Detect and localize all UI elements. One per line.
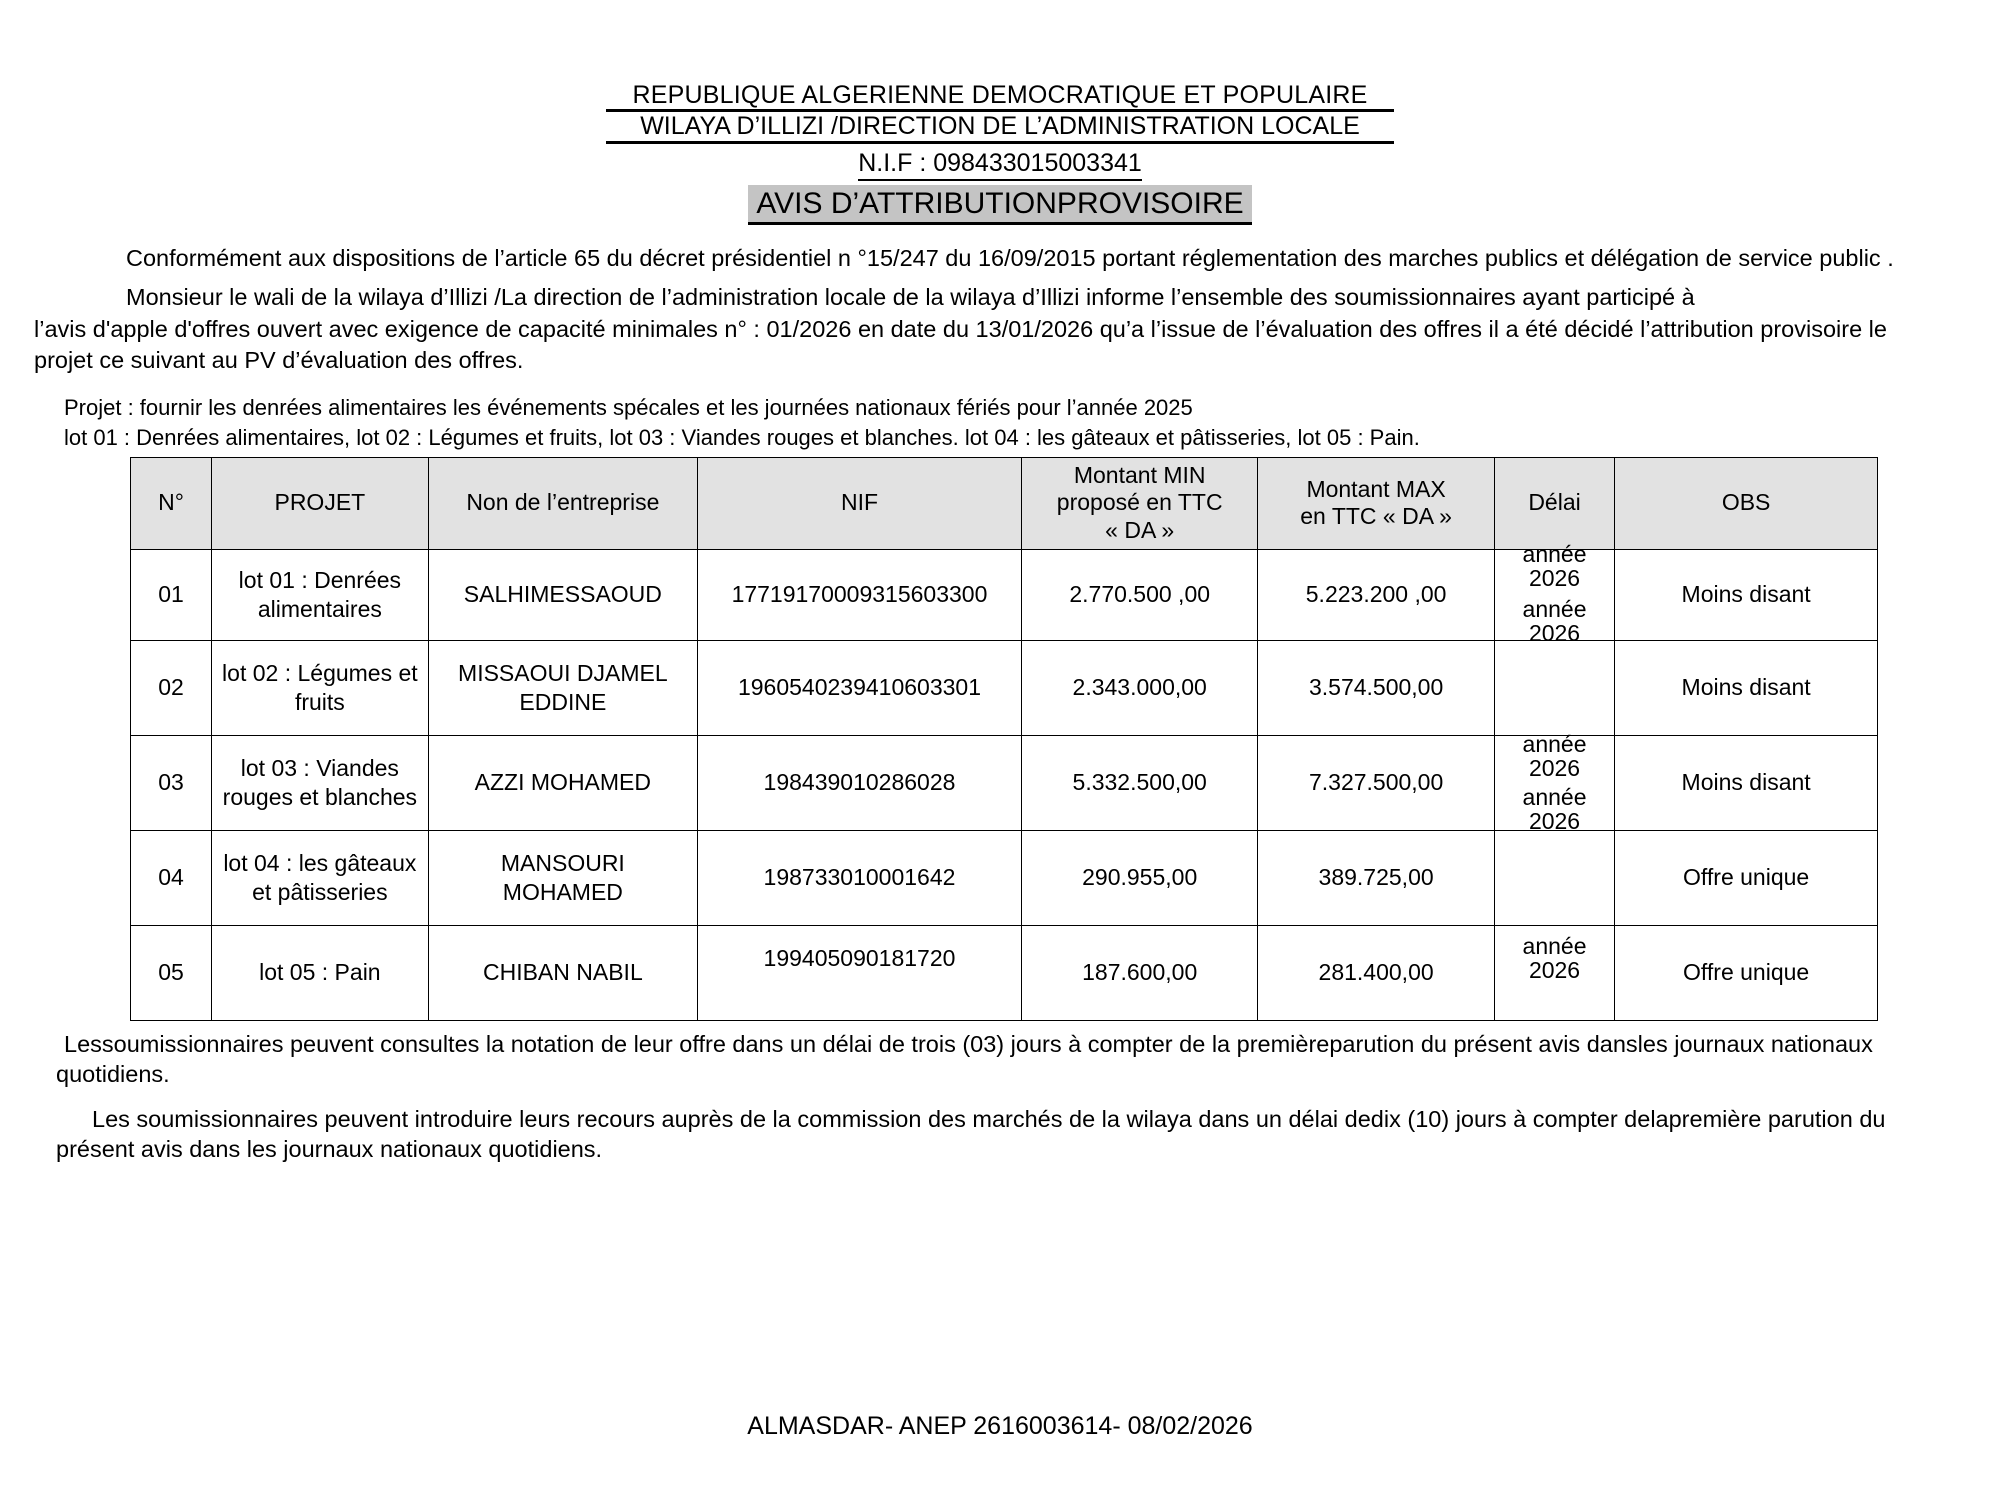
cell-montant-min: 2.770.500 ,00 [1021,549,1257,640]
cell-montant-min: 187.600,00 [1021,925,1257,1020]
cell-entreprise: CHIBAN NABIL [428,925,697,1020]
footer-paragraph-2 [56,1104,1936,1165]
cell-montant-max: 389.725,00 [1258,830,1494,925]
cell-delai-line2: 2026 [1528,808,1581,835]
cell-projet [212,549,429,640]
column-header-projet: PROJET [212,457,429,549]
cell-montant-max: 5.223.200 ,00 [1258,549,1494,640]
cell-delai [1494,783,1614,925]
cell-no: 04 [131,830,212,925]
document-page [0,82,2000,1496]
cell-delai-line1: année [1522,730,1587,757]
cell-entreprise-line1: AZZI MOHAMED [474,769,652,796]
attribution-table [130,457,1878,1021]
cell-nif-text: 199405090181720 [763,945,956,972]
column-header-montant-min-line1: Montant MIN [1073,461,1206,488]
table-row [131,549,1878,640]
cell-projet [212,830,429,925]
cell-montant-min: 290.955,00 [1021,830,1257,925]
cell-entreprise-line1: MANSOURI [500,849,625,876]
column-header-montant-max-line2: en TTC « DA » [1300,503,1452,530]
column-header-delai: Délai [1494,457,1614,549]
table-row [131,640,1878,735]
table-header-row [131,457,1878,549]
cell-delai-line1: année [1522,540,1587,567]
column-header-nif: NIF [697,457,1021,549]
cell-delai-line2: 2026 [1528,565,1581,592]
cell-delai-line2: 2026 [1528,755,1581,782]
table-row [131,830,1878,925]
anep-reference [0,1412,2000,1441]
cell-nif [697,925,1021,1020]
footer-paragraph-1 [56,1029,1936,1090]
page-title: AVIS D’ATTRIBUTIONPROVISOIRE [748,185,1251,225]
header-line-wilaya [0,109,2000,143]
cell-projet-line1: lot 04 : les gâteaux [223,849,417,876]
cell-entreprise [428,640,697,735]
footer-paragraph-2-text: Les soumissionnaires peuvent introduire leurs recours auprès de la commission des marchés de la wilaya dans un délai dedix (10) jours à compter delapremière parution du présent avis dans les journaux nationaux quotidiens. [56,1105,1886,1163]
cell-montant-min: 5.332.500,00 [1021,735,1257,830]
column-header-entreprise: Non de l’entreprise [428,457,697,549]
intro-paragraph-2-continued [34,314,1936,377]
column-header-montant-max-line1: Montant MAX [1306,475,1446,502]
anep-reference-text: ALMASDAR- ANEP 2616003614- 08/02/2026 [747,1412,1253,1440]
intro-paragraph-1-text: Conformément aux dispositions de l’article 65 du décret présidentiel n °15/247 du 16/09/2015 portant réglementation des marches publics et délégation de service public . [126,244,1894,271]
table-header [131,457,1878,549]
cell-projet-line2: et pâtisseries [252,878,388,905]
header-line-republic [0,82,2000,108]
cell-delai-line1: année [1522,932,1587,959]
table-row [131,925,1878,1020]
header-line-nif [0,144,2000,181]
cell-entreprise-line1: SALHIMESSAOUD [463,581,662,608]
column-header-montant-min [1021,457,1257,549]
intro-paragraph-2 [64,282,1936,313]
cell-nif: 198733010001642 [697,830,1021,925]
lots-list-line [64,423,1936,453]
cell-entreprise-line1: MISSAOUI DJAMEL [458,659,668,686]
cell-no: 03 [131,735,212,830]
cell-entreprise-line2: EDDINE [519,688,607,715]
column-header-montant-min-line2: proposé en TTC [1056,489,1223,516]
attribution-table-wrapper [130,457,1878,1021]
cell-nif: 17719170009315603300 [697,549,1021,640]
cell-no: 01 [131,549,212,640]
table-row [131,735,1878,830]
cell-montant-min: 2.343.000,00 [1021,640,1257,735]
cell-delai-line1: année [1522,783,1587,810]
lots-list-text: lot 01 : Denrées alimentaires, lot 02 : Légumes et fruits, lot 03 : Viandes rouges et blanches. lot 04 : les gâteaux et pâtisseries, lot 05 : Pain. [64,425,1420,451]
cell-projet-line1: lot 03 : Viandes [240,754,399,781]
cell-montant-max: 3.574.500,00 [1258,640,1494,735]
cell-obs: Moins disant [1615,549,1878,640]
page-title-wrap [0,185,2000,225]
project-description-line [64,393,1936,423]
header-republic-text: REPUBLIQUE ALGERIENNE DEMOCRATIQUE ET POPULAIRE [632,81,1368,109]
cell-projet-line1: lot 02 : Légumes et [222,659,418,686]
cell-projet: lot 05 : Pain [212,925,429,1020]
cell-montant-max: 281.400,00 [1258,925,1494,1020]
column-header-montant-min-line3: « DA » [1105,517,1175,544]
cell-no: 02 [131,640,212,735]
document-header [0,82,2000,225]
cell-delai-line1: année [1522,595,1587,622]
cell-projet [212,735,429,830]
cell-delai [1494,595,1614,735]
cell-obs: Moins disant [1615,640,1878,735]
cell-delai-line2: 2026 [1528,620,1581,647]
cell-entreprise [428,735,697,830]
header-wilaya-text: WILAYA D’ILLIZI /DIRECTION DE L’ADMINISTRATION LOCALE [606,109,1394,143]
cell-entreprise [428,549,697,640]
cell-projet-line2: fruits [294,688,345,715]
column-header-montant-max [1258,457,1494,549]
cell-projet-line2: alimentaires [257,595,382,622]
cell-delai [1494,925,1614,1020]
cell-nif: 1960540239410603301 [697,640,1021,735]
project-description-text: Projet : fournir les denrées alimentaires les événements spécales et les journées nationaux fériés pour l’année 2025 [64,394,1193,420]
cell-obs: Moins disant [1615,735,1878,830]
intro-paragraph-2-text: Monsieur le wali de la wilaya d’Illizi /La direction de l’administration locale de la wilaya d’Illizi informe l’ensemble des soumissionnaires ayant participé à [126,283,1695,310]
cell-no: 05 [131,925,212,1020]
cell-entreprise-line2: MOHAMED [502,878,623,905]
column-header-obs: OBS [1615,457,1878,549]
intro-paragraph-2-continued-text: l’avis d'apple d'offres ouvert avec exigence de capacité minimales n° : 01/2026 en date du 13/01/2026 qu’a l’issue de l’évaluation des offres il a été décidé l’attribution provisoire le projet ce suivant au PV d’évaluation des offres. [34,316,1887,374]
table-body [131,540,1878,1020]
cell-projet [212,640,429,735]
column-header-no: N° [131,457,212,549]
cell-delai-line2: 2026 [1528,957,1581,984]
intro-paragraph-1 [64,243,1936,274]
cell-projet-line1: lot 01 : Denrées [238,566,402,593]
cell-entreprise [428,830,697,925]
header-nif-text: N.I.F : 098433015003341 [858,148,1142,181]
cell-obs: Offre unique [1615,925,1878,1020]
cell-obs: Offre unique [1615,830,1878,925]
cell-projet-line2: rouges et blanches [222,783,418,810]
footer-paragraph-1-text: Lessoumissionnaires peuvent consultes la notation de leur offre dans un délai de trois (03) jours à compter de la premièreparution du présent avis dansles journaux nationaux quotidiens. [56,1030,1873,1088]
cell-montant-max: 7.327.500,00 [1258,735,1494,830]
cell-nif: 198439010286028 [697,735,1021,830]
